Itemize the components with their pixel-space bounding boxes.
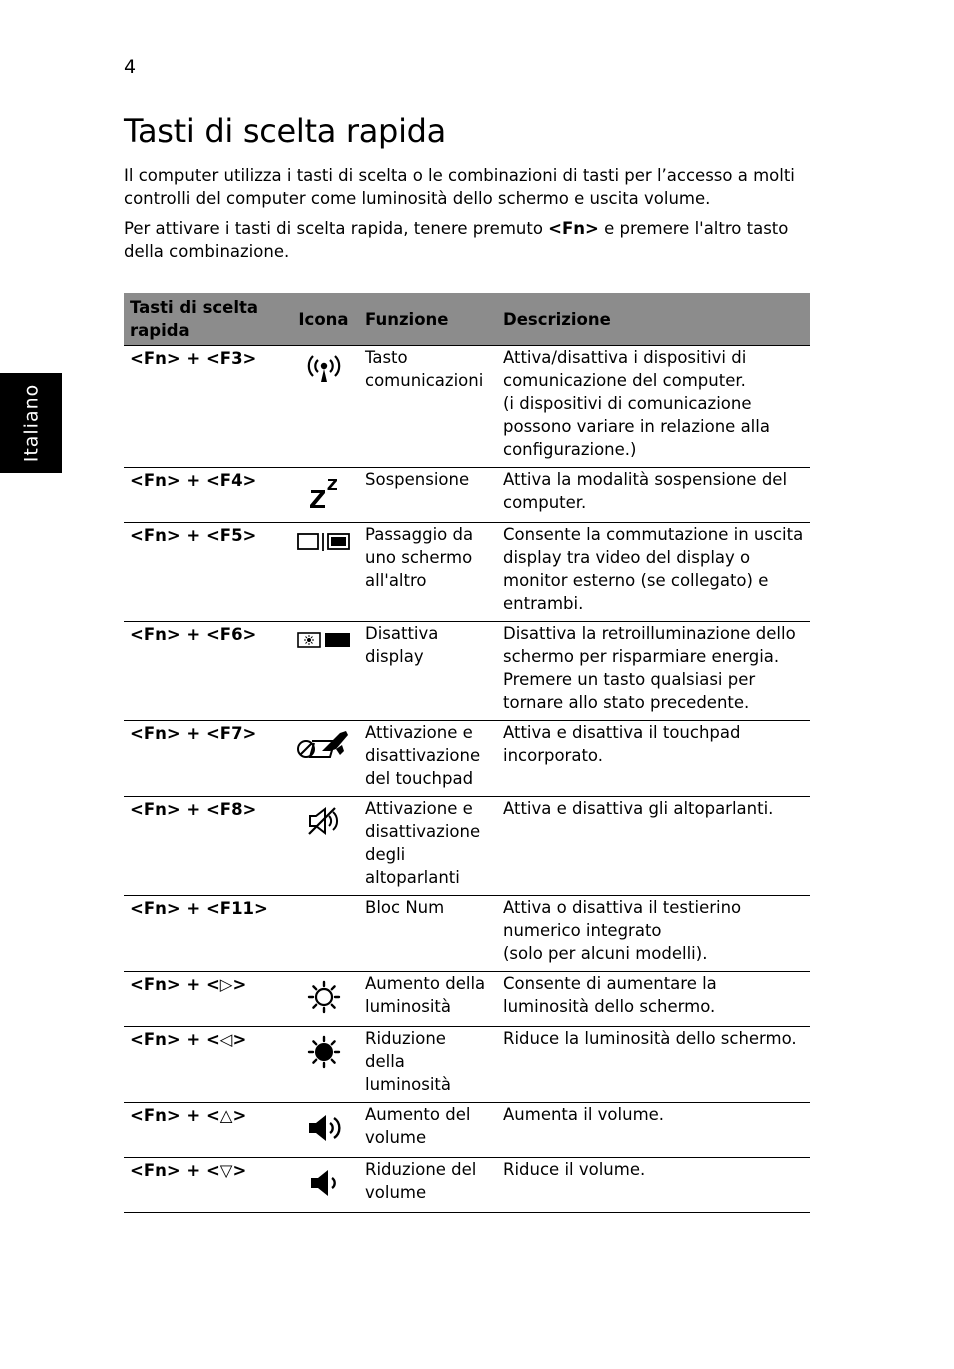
row-description — [497, 721, 810, 797]
row-icon — [288, 972, 359, 1027]
row-icon — [288, 1158, 359, 1213]
row-icon — [288, 797, 359, 896]
table-row — [124, 1103, 810, 1158]
description-line: (i dispositivi di comunicazione possono variare in relazione alla configurazione.) — [503, 394, 770, 459]
fn-key-label: <Fn> — [548, 219, 599, 238]
row-function: Attivazione e disattivazione del touchpad — [359, 721, 497, 797]
description-line: Attiva e disattiva il touchpad incorporato. — [503, 723, 741, 765]
description-line: Attiva/disattiva i dispositivi di comunicazione del computer. — [503, 348, 747, 390]
row-keys: <Fn> + <F4> — [124, 468, 288, 523]
description-line: Riduce la luminosità dello schermo. — [503, 1029, 797, 1048]
row-function: Riduzione del volume — [359, 1158, 497, 1213]
description-line: Consente di aumentare la luminosità dello schermo. — [503, 974, 717, 1016]
intro-paragraph: Il computer utilizza i tasti di scelta o le combinazioni di tasti per l’accesso a molti controlli del computer come luminosità dello schermo e uscita volume. — [124, 166, 795, 208]
row-keys: <Fn> + <F6> — [124, 622, 288, 721]
table-row — [124, 468, 810, 523]
table-row — [124, 721, 810, 797]
description-line: Attiva o disattiva il testierino numerico integrato — [503, 898, 742, 940]
wireless-icon — [304, 354, 344, 384]
description-line: Attiva la modalità sospensione del computer. — [503, 470, 788, 512]
row-description — [497, 346, 810, 468]
table-row — [124, 896, 810, 972]
row-function: Attivazione e disattivazione degli altoparlanti — [359, 797, 497, 896]
header-description: Descrizione — [497, 293, 810, 346]
table-row — [124, 1027, 810, 1103]
brightness-up-icon — [307, 980, 341, 1014]
language-label: Italiano — [20, 383, 43, 463]
row-function: Sospensione — [359, 468, 497, 523]
row-description — [497, 523, 810, 622]
row-keys: <Fn> + <F8> — [124, 797, 288, 896]
row-keys: <Fn> + <△> — [124, 1103, 288, 1158]
table-row — [124, 1158, 810, 1213]
volume-up-icon — [305, 1111, 343, 1145]
row-keys: <Fn> + <▷> — [124, 972, 288, 1027]
description-line: Riduce il volume. — [503, 1160, 646, 1179]
table-header-row — [124, 293, 810, 346]
row-description — [497, 972, 810, 1027]
speaker-mute-icon — [304, 805, 344, 837]
row-icon — [288, 1027, 359, 1103]
row-icon — [288, 523, 359, 622]
row-function: Tasto comunicazioni — [359, 346, 497, 468]
row-function: Disattiva display — [359, 622, 497, 721]
row-function: Aumento della luminosità — [359, 972, 497, 1027]
description-line: Consente la commutazione in uscita display tra video del display o monitor esterno (se collegato) e entrambi. — [503, 525, 804, 613]
row-description — [497, 1103, 810, 1158]
row-function: Riduzione della luminosità — [359, 1027, 497, 1103]
row-function: Passaggio da uno schermo all'altro — [359, 523, 497, 622]
hotkey-table — [124, 293, 810, 1213]
row-function: Aumento del volume — [359, 1103, 497, 1158]
sleep-icon — [304, 476, 344, 510]
brightness-down-icon — [307, 1035, 341, 1069]
table-row — [124, 622, 810, 721]
instruction-text-after: e premere l'altro tasto della combinazione. — [124, 219, 789, 261]
table-row — [124, 346, 810, 468]
volume-down-icon — [305, 1166, 343, 1200]
description-line: Attiva e disattiva gli altoparlanti. — [503, 799, 774, 818]
table-row — [124, 523, 810, 622]
row-icon — [288, 346, 359, 468]
description-line: (solo per alcuni modelli). — [503, 944, 708, 963]
row-description — [497, 468, 810, 523]
language-side-tab — [0, 373, 62, 473]
row-keys: <Fn> + <F3> — [124, 346, 288, 468]
row-description — [497, 1027, 810, 1103]
row-keys: <Fn> + <◁> — [124, 1027, 288, 1103]
table-row — [124, 972, 810, 1027]
row-icon — [288, 896, 359, 972]
row-description — [497, 896, 810, 972]
row-keys: <Fn> + <F7> — [124, 721, 288, 797]
display-off-icon — [296, 630, 352, 650]
instruction-text-before: Per attivare i tasti di scelta rapida, tenere premuto — [124, 219, 549, 238]
row-icon — [288, 1103, 359, 1158]
row-icon — [288, 622, 359, 721]
page-number: 4 — [124, 56, 137, 78]
row-keys: <Fn> + <▽> — [124, 1158, 288, 1213]
page-title: Tasti di scelta rapida — [124, 112, 446, 150]
row-keys: <Fn> + <F5> — [124, 523, 288, 622]
header-icon: Icona — [288, 293, 359, 346]
instruction-paragraph — [124, 217, 814, 263]
description-line: Disattiva la retroilluminazione dello schermo per risparmiare energia. Premere un tasto qualsiasi per tornare allo stato precedente. — [503, 624, 796, 712]
row-function: Bloc Num — [359, 896, 497, 972]
row-description — [497, 1158, 810, 1213]
row-description — [497, 797, 810, 896]
row-icon — [288, 721, 359, 797]
table-row — [124, 797, 810, 896]
header-keys: Tasti di scelta rapida — [124, 293, 288, 346]
touchpad-toggle-icon — [296, 729, 352, 763]
display-switch-icon — [296, 531, 352, 553]
header-function: Funzione — [359, 293, 497, 346]
row-icon — [288, 468, 359, 523]
description-line: Aumenta il volume. — [503, 1105, 665, 1124]
row-description — [497, 622, 810, 721]
row-keys: <Fn> + <F11> — [124, 896, 288, 972]
